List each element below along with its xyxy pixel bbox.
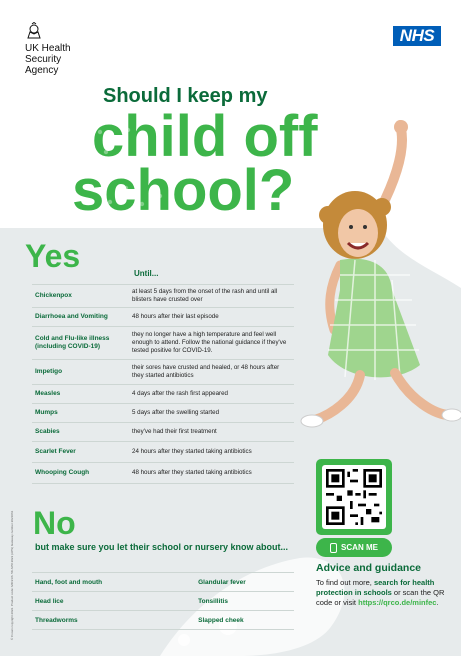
list-row bbox=[32, 591, 294, 610]
jumping-girl-illustration bbox=[300, 115, 461, 460]
condition-name: Mumps bbox=[35, 409, 58, 416]
title-question: Should I keep my bbox=[103, 85, 268, 107]
yes-table bbox=[32, 284, 294, 484]
royal-crest-icon bbox=[25, 22, 43, 40]
until-text: they've had their first treatment bbox=[132, 428, 217, 435]
no-heading: No bbox=[33, 505, 76, 541]
list-item: Glandular fever bbox=[198, 578, 246, 586]
condition-name: Cold and Flu-like illness (including COVID-19) bbox=[35, 335, 110, 350]
until-text: 5 days after the swelling started bbox=[132, 409, 220, 416]
until-text: their sores have crusted and healed, or 48 hours after they started antibiotics bbox=[132, 364, 280, 379]
list-item: Threadworms bbox=[35, 616, 78, 624]
condition-name: Impetigo bbox=[35, 368, 63, 375]
table-row bbox=[32, 359, 294, 384]
org-line-1: UK Health bbox=[25, 43, 71, 54]
table-row bbox=[32, 403, 294, 422]
copyright-notice: © Crown copyright 2022. Product code: MIC21/6. 5K APR 2022 (APS) Gateway number 2021061 bbox=[10, 510, 14, 640]
advice-text-1: To find out more, bbox=[316, 578, 374, 587]
until-text: 48 hours after their last episode bbox=[132, 313, 219, 320]
table-row bbox=[32, 441, 294, 462]
table-row bbox=[32, 422, 294, 441]
ukhsa-logo bbox=[25, 22, 71, 76]
condition-name: Scabies bbox=[35, 428, 60, 435]
title-line-2: school? bbox=[72, 158, 295, 223]
advice-text-end: . bbox=[436, 598, 439, 607]
until-text: 24 hours after they started taking antibiotics bbox=[132, 448, 252, 455]
advice-body bbox=[316, 578, 456, 608]
condition-name: Scarlet Fever bbox=[35, 448, 76, 455]
qr-code[interactable] bbox=[316, 459, 392, 535]
list-item: Slapped cheek bbox=[198, 616, 244, 624]
list-item: Tonsillitis bbox=[198, 597, 228, 605]
condition-name: Chickenpox bbox=[35, 292, 72, 299]
org-line-3: Agency bbox=[25, 65, 59, 76]
no-subheading: but make sure you let their school or nursery know about... bbox=[35, 542, 289, 552]
qr-code-icon bbox=[326, 469, 382, 525]
yes-heading: Yes bbox=[25, 238, 81, 274]
until-text: at least 5 days from the onset of the rash and until all blisters have crusted over bbox=[132, 288, 278, 303]
until-text: 4 days after the rash first appeared bbox=[132, 390, 228, 397]
table-row bbox=[32, 384, 294, 403]
table-row bbox=[32, 326, 294, 359]
advice-text-2: or scan the QR code or visit bbox=[316, 588, 445, 607]
phone-icon bbox=[330, 543, 337, 553]
condition-name: Measles bbox=[35, 390, 61, 397]
list-item: Head lice bbox=[35, 597, 64, 605]
nhs-logo: NHS bbox=[393, 26, 441, 46]
advice-search-term: search for health protection in schools bbox=[316, 578, 435, 597]
scan-me-label: SCAN ME bbox=[341, 543, 378, 552]
table-row bbox=[32, 462, 294, 484]
table-row bbox=[32, 284, 294, 307]
until-text: 48 hours after they started taking antibiotics bbox=[132, 469, 252, 476]
advice-url-link[interactable]: https://qrco.de/minfec bbox=[358, 598, 437, 607]
list-item: Hand, foot and mouth bbox=[35, 578, 103, 586]
table-row bbox=[32, 307, 294, 326]
until-text: they no longer have a high temperature and feel well enough to attend. Follow the national guidance if they've tested positive for COVID-19. bbox=[132, 331, 287, 354]
org-line-2: Security bbox=[25, 54, 62, 65]
until-label: Until... bbox=[134, 269, 159, 278]
title-line-1: child off bbox=[92, 104, 318, 169]
org-name bbox=[25, 43, 71, 76]
no-list bbox=[32, 572, 294, 630]
list-row bbox=[32, 610, 294, 630]
condition-name: Diarrhoea and Vomiting bbox=[35, 313, 108, 320]
condition-name: Whooping Cough bbox=[35, 469, 90, 476]
scan-me-button[interactable] bbox=[316, 538, 392, 557]
list-row bbox=[32, 572, 294, 591]
qr-code-inner bbox=[322, 465, 386, 529]
advice-title: Advice and guidance bbox=[316, 562, 422, 574]
